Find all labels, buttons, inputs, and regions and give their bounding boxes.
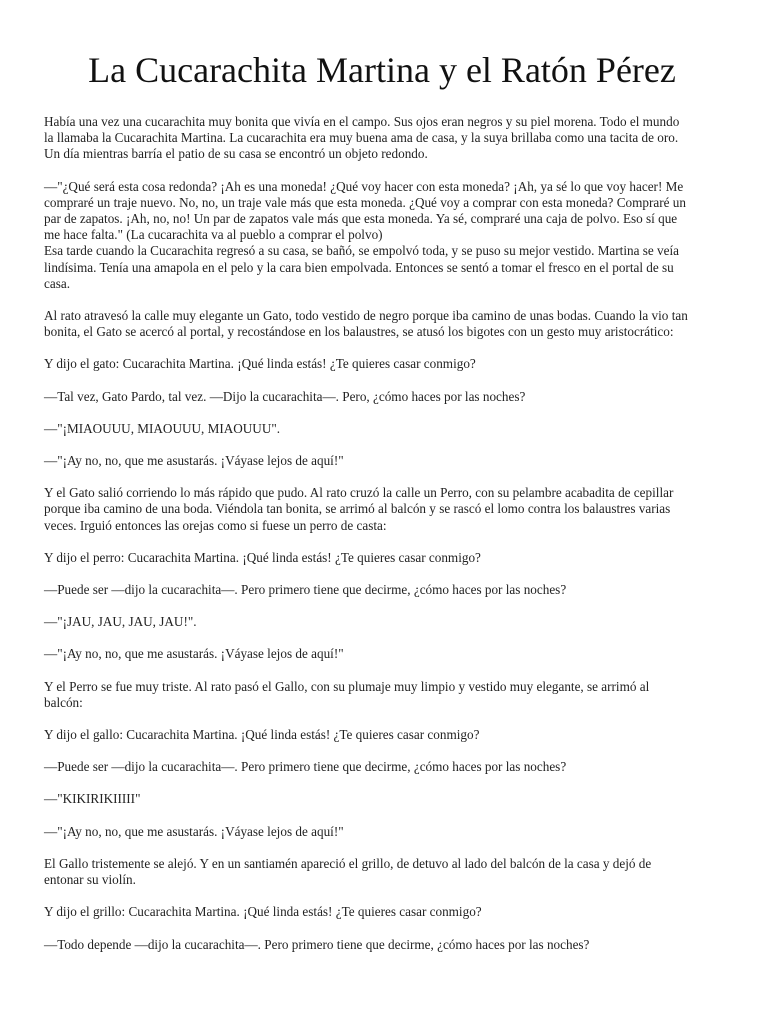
text-line: Y dijo el gato: Cucarachita Martina. ¡Qué linda estás! ¿Te quieres casar conmigo? [44,356,476,372]
paragraph-dog-proposal [44,550,720,566]
paragraph-evening [44,243,720,292]
text-line: —"¿Qué será esta cosa redonda? ¡Ah es una moneda! ¿Qué voy hacer con esta moneda? ¡Ah, ya sé lo que voy hacer! Me [44,178,684,194]
text-line: —"¡Ay no, no, que me asustarás. ¡Váyase lejos de aquí!" [44,453,344,469]
paragraph-gap [44,163,720,179]
text-line: —Todo depende —dijo la cucarachita—. Pero primero tiene que decirme, ¿cómo haces por las noches? [44,936,590,952]
text-line: —"¡Ay no, no, que me asustarás. ¡Váyase lejos de aquí!" [44,823,344,839]
paragraph-dog-arrives [44,485,720,534]
paragraph-cat-proposal [44,356,720,372]
paragraph-cat-reply [44,389,720,405]
paragraph-rooster-sound [44,791,720,807]
paragraph-intro [44,114,720,163]
text-line: compraré un traje nuevo. No, no, un traje vale más que esta moneda. ¿Qué voy a comprar con esta moneda? Compraré un [44,194,686,210]
text-line: bonita, el Gato se acercó al portal, y recostándose en los balaustres, se atusó los bigotes con un gesto muy aristocrático: [44,324,674,340]
paragraph-coin-monologue [44,179,720,244]
text-line: Y dijo el perro: Cucarachita Martina. ¡Qué linda estás! ¿Te quieres casar conmigo? [44,549,481,565]
paragraph-cricket-reply [44,937,720,953]
text-line: me hace falta." (La cucarachita va al pueblo a comprar el polvo) [44,227,383,243]
text-line: —"¡JAU, JAU, JAU, JAU!". [44,614,197,630]
text-line: Al rato atravesó la calle muy elegante un Gato, todo vestido de negro porque iba camino de unas bodas. Cuando la vio tan [44,308,688,324]
paragraph-cricket-proposal [44,904,720,920]
text-line: entonar su violín. [44,872,136,888]
text-line: Y dijo el grillo: Cucarachita Martina. ¡Qué linda estás! ¿Te quieres casar conmigo? [44,904,482,920]
text-line: Un día mientras barría el patio de su casa se encontró un objeto redondo. [44,146,428,162]
text-line: Y el Gato salió corriendo lo más rápido que pudo. Al rato cruzó la calle un Perro, con su pelambre acabadita de cepillar [44,485,674,501]
paragraph-cricket-arrives [44,856,720,888]
document-page [44,48,720,969]
text-line: porque iba camino de una boda. Viéndola tan bonita, se arrimó al balcón y se rascó el lomo contra los balaustres varias [44,501,671,517]
paragraph-dog-reply [44,582,720,598]
paragraph-rooster-reply [44,759,720,775]
paragraph-dog-sound [44,614,720,630]
paragraph-rooster-arrives [44,679,720,711]
document-title: La Cucarachita Martina y el Ratón Pérez [88,50,676,90]
paragraph-dog-rejection [44,646,720,662]
text-line: veces. Irguió entonces las orejas como si fuese un perro de casta: [44,517,387,533]
text-line: Y el Perro se fue muy triste. Al rato pasó el Gallo, con su plumaje muy limpio y vestido muy elegante, se arrimó al [44,678,650,694]
text-line: —"¡Ay no, no, que me asustarás. ¡Váyase lejos de aquí!" [44,646,344,662]
paragraph-cat-sound [44,421,720,437]
text-line: —"KIKIRIKIIIII" [44,791,141,807]
paragraph-cat-arrives [44,308,720,340]
text-line: —"¡MIAOUUU, MIAOUUU, MIAOUUU". [44,420,281,436]
paragraph-cat-rejection [44,453,720,469]
text-line: —Tal vez, Gato Pardo, tal vez. —Dijo la cucarachita—. Pero, ¿cómo haces por las noches? [44,388,526,404]
text-line: lindísima. Tenía una amapola en el pelo y la cara bien empolvada. Entonces se sentó a tomar el fresco en el portal de su [44,259,674,275]
text-line: —Puede ser —dijo la cucarachita—. Pero primero tiene que decirme, ¿cómo haces por las noches? [44,759,567,775]
text-line: balcón: [44,694,83,710]
paragraph-rooster-proposal [44,727,720,743]
text-line: Esa tarde cuando la Cucarachita regresó a su casa, se bañó, se empolvó toda, y se puso su mejor vestido. Martina se veía [44,243,679,259]
text-line: El Gallo tristemente se alejó. Y en un santiamén apareció el grillo, de detuvo al lado del balcón de la casa y dejó de [44,855,652,871]
text-line: par de zapatos. ¡Ah, no, no! Un par de zapatos vale más que esta moneda. Ya sé, compraré una caja de polvo. Eso sí que [44,211,678,227]
text-line: —Puede ser —dijo la cucarachita—. Pero primero tiene que decirme, ¿cómo haces por las noches? [44,582,567,598]
text-line: Y dijo el gallo: Cucarachita Martina. ¡Qué linda estás! ¿Te quieres casar conmigo? [44,727,480,743]
text-line: casa. [44,275,70,291]
text-line: Había una vez una cucarachita muy bonita que vivía en el campo. Sus ojos eran negros y su piel morena. Todo el mundo [44,114,680,129]
text-line: la llamaba la Cucarachita Martina. La cucarachita era muy buena ama de casa, y la suya brillaba como una tacita de oro. [44,130,679,146]
paragraph-rooster-rejection [44,824,720,840]
